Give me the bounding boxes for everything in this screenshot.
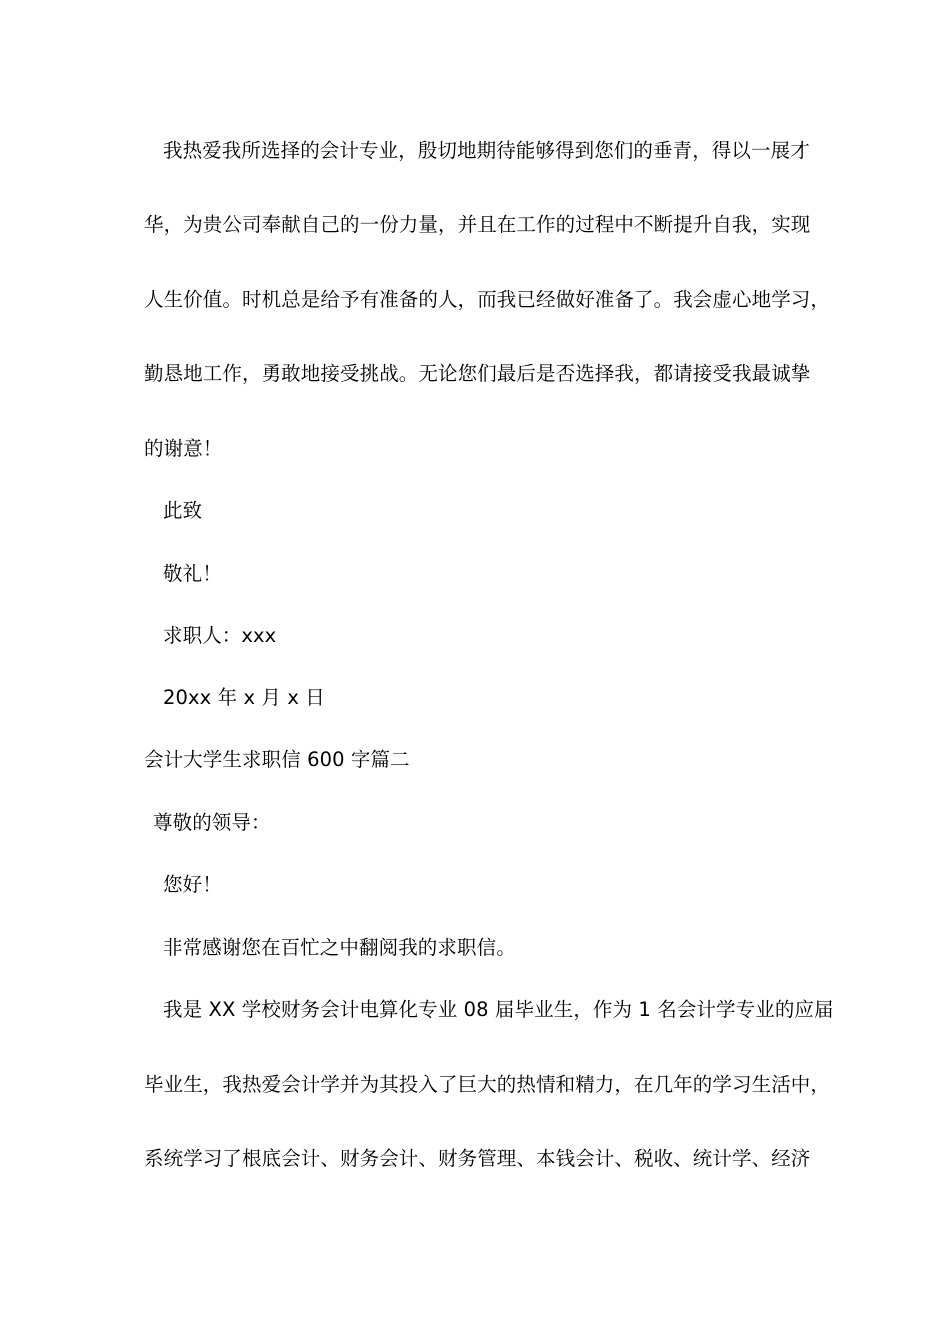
section-title: 会计大学生求职信 600 字篇二 [144,748,410,771]
paragraph-line: 勤恳地工作，勇敢地接受挑战。无论您们最后是否选择我，都请接受我最诚挚 [144,362,811,385]
date-line: 20xx 年 x 月 x 日 [163,686,325,709]
paragraph-line: 毕业生，我热爱会计学并为其投入了巨大的热情和精力，在几年的学习生活中， [144,1073,831,1096]
paragraph-line: 的谢意！ [144,437,223,460]
applicant-line: 求职人：xxx [163,624,277,647]
salute-text: 敬礼！ [163,562,222,585]
paragraph-line: 我热爱我所选择的会计专业，殷切地期待能够得到您们的垂青，得以一展才 [163,139,810,162]
paragraph-line: 华，为贵公司奉献自己的一份力量，并且在工作的过程中不断提升自我，实现 [144,213,811,236]
thanks-line: 非常感谢您在百忙之中翻阅我的求职信。 [163,936,516,959]
closing-text: 此致 [163,499,203,522]
paragraph-line: 系统学习了根底会计、财务会计、财务管理、本钱会计、税收、统计学、经济 [144,1147,811,1170]
greeting-line: 尊敬的领导： [153,811,271,834]
hello-line: 您好！ [163,873,222,896]
paragraph-line: 人生价值。时机总是给予有准备的人，而我已经做好准备了。我会虚心地学习， [144,288,831,311]
paragraph-line: 我是 XX 学校财务会计电算化专业 08 届毕业生，作为 1 名会计学专业的应届 [163,998,834,1021]
